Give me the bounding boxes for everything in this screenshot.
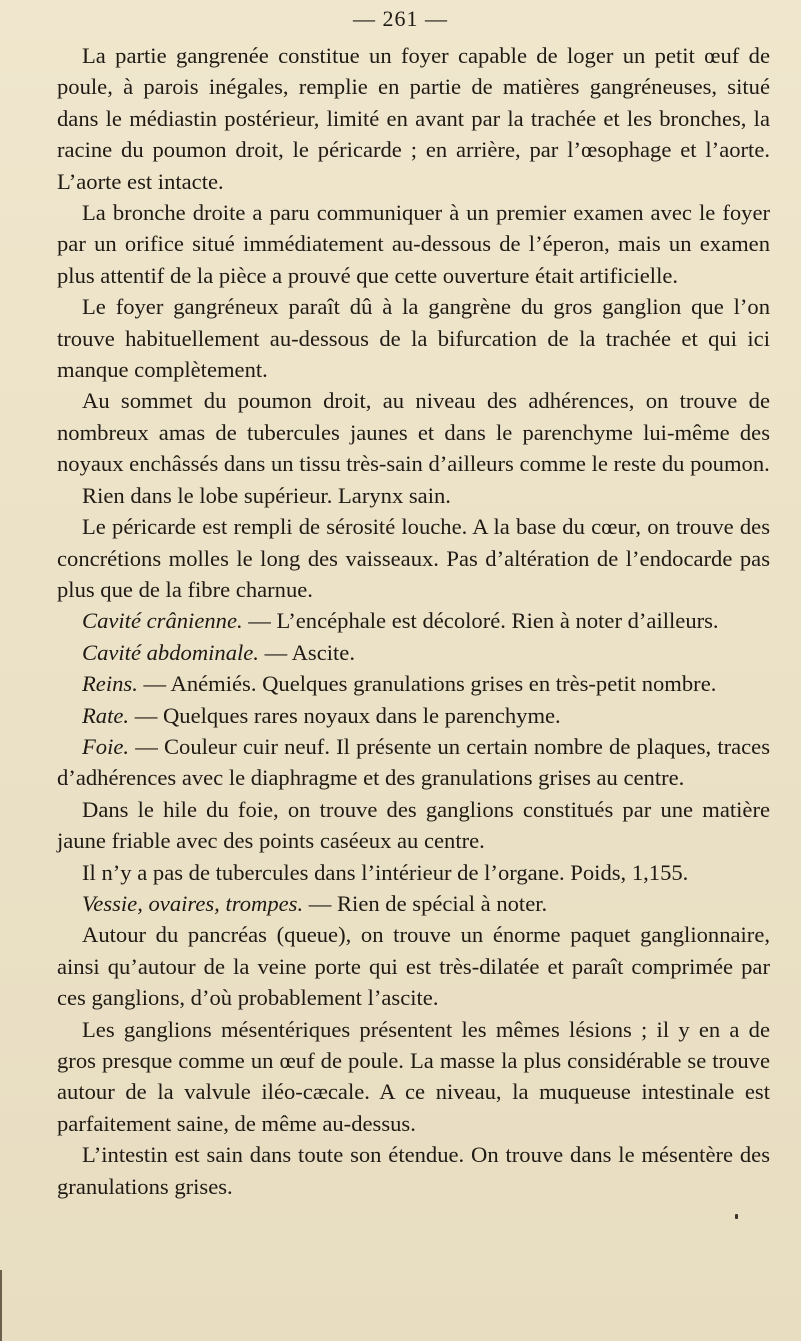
paragraph-16 [57,1014,770,1140]
paragraph-15-text: Autour du pancréas (queue), on trouve un énorme paquet ganglionnaire, ainsi qu’autour de la veine porte qui est très-dilatée et paraît comprimée par ces ganglions, d’où probablement l’ascite. [57,922,770,1011]
paragraph-5 [57,480,770,511]
paragraph-3-text: Le foyer gangréneux paraît dû à la gangrène du gros ganglion que l’on trouve habituellement au-dessous de la bifurcation de la trachée et qui ici manque complètement. [57,294,770,383]
paragraph-12 [57,794,770,857]
paragraph-9-text: — Anémiés. Quelques granulations grises en très-petit nombre. [137,671,717,697]
paragraph-2-text: La bronche droite a paru communiquer à un premier examen avec le foyer par un orifice situé immédiatement au-dessous de l’éperon, mais un examen plus attentif de la pièce a prouvé que cette ouverture était artificielle. [57,200,770,288]
paragraph-15 [57,919,770,1013]
paragraph-13-text: Il n’y a pas de tubercules dans l’intérieur de l’organe. Poids, 1,155. [82,859,689,885]
paragraph-14-text: — Rien de spécial à noter. [303,890,548,916]
paragraph-cavite-cranienne [57,605,770,636]
paragraph-foie [57,731,770,794]
heading-reins: Reins. [82,671,138,697]
heading-foie: Foie. [82,733,130,759]
paragraph-vessie [57,888,770,919]
paragraph-6-text: Le péricarde est rempli de sérosité louche. A la base du cœur, on trouve des concrétions molles le long des vaisseaux. Pas d’altération de l’endocarde pas plus que de la fibre charnue. [57,514,770,602]
heading-cavite-cranienne: Cavité crânienne. [82,608,243,634]
paragraph-5-text: Rien dans le lobe supérieur. Larynx sain. [82,482,451,508]
paragraph-1-text: La partie gangrenée constitue un foyer capable de loger un petit œuf de poule, à parois inégales, remplie en partie de matières gangréneuses, situé dans le médiastin postérieur, limité en avant par la trachée et les bronches, la racine du poumon droit, le péricarde ; en arrière, par l’œsophage et l’aorte. L’aorte est intacte. [57,43,770,194]
heading-vessie: Vessie, ovaires, trompes. [82,890,304,916]
paragraph-2 [57,197,770,291]
paragraph-1 [57,40,770,197]
page-number: — 261 — [353,6,448,31]
paragraph-16-text: Les ganglions mésentériques présentent les mêmes lésions ; il y en a de gros presque comme un œuf de poule. La masse la plus considérable se trouve autour de la valvule iléo-cæcale. A ce niveau, la muqueuse intestinale est parfaitement saine, de même au-dessus. [57,1016,770,1136]
paragraph-7-text: — L’encéphale est décoloré. Rien à noter d’ailleurs. [242,608,719,634]
paragraph-8-text: — Ascite. [258,639,355,665]
paragraph-rate [57,700,770,731]
paragraph-13 [57,857,770,888]
paragraph-12-text: Dans le hile du foie, on trouve des ganglions constitués par une matière jaune friable avec des points caséeux au centre. [57,796,770,854]
paragraph-4 [57,385,770,479]
heading-rate: Rate. [82,702,130,728]
paragraph-4-text: Au sommet du poumon droit, au niveau des adhérences, on trouve de nombreux amas de tubercules jaunes et dans le parenchyme lui-même des noyaux enchâssés dans un tissu très-sain d’ailleurs comme le reste du poumon. [57,388,770,477]
paragraph-6 [57,511,770,605]
heading-cavite-abdominale: Cavité abdominale. [82,639,259,665]
paragraph-17 [57,1139,770,1202]
ink-speck [735,1214,738,1219]
body-text [57,40,770,1202]
paragraph-reins [57,668,770,699]
paragraph-11-text: — Couleur cuir neuf. Il présente un certain nombre de plaques, traces d’adhérences avec le diaphragme et des granulations grises au centre. [57,733,770,791]
paragraph-cavite-abdominale [57,637,770,668]
page-edge-line [0,1270,2,1341]
paragraph-3 [57,291,770,385]
paragraph-10-text: — Quelques rares noyaux dans le parenchyme. [129,702,561,728]
paragraph-17-text: L’intestin est sain dans toute son étendue. On trouve dans le mésentère des granulations grises. [57,1142,770,1199]
